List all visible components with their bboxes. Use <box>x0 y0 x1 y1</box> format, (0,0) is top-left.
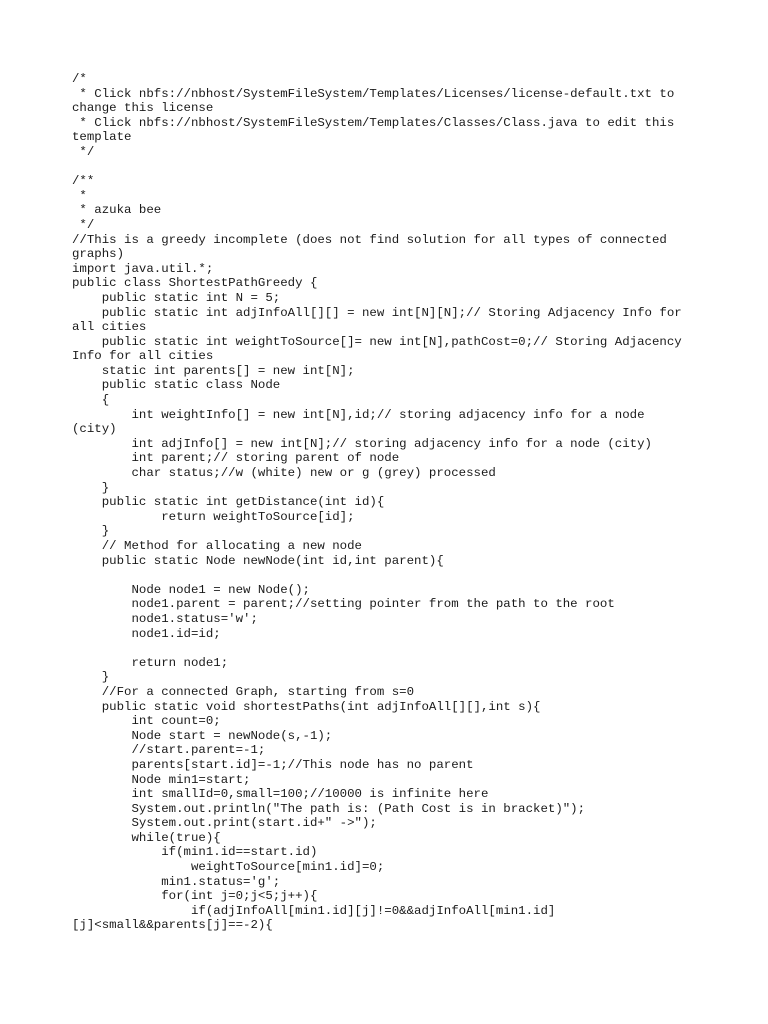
code-block <box>72 72 702 933</box>
code-line: */ <box>72 217 95 232</box>
code-line: char status;//w (white) new or g (grey) processed <box>72 466 496 481</box>
code-line: */ <box>72 144 95 159</box>
code-line: public static Node newNode(int id,int parent){ <box>72 553 444 568</box>
code-line: [j]<small&&parents[j]==-2){ <box>72 918 273 933</box>
code-line: Node node1 = new Node(); <box>72 582 310 597</box>
code-line: node1.status='w'; <box>72 611 258 626</box>
code-line: public static void shortestPaths(int adjInfoAll[][],int s){ <box>72 699 541 714</box>
code-line: public static class Node <box>72 378 281 393</box>
code-line: int parent;// storing parent of node <box>72 451 400 466</box>
code-line: public static int weightToSource[]= new int[N],pathCost=0;// Storing Adjacency <box>72 334 682 349</box>
code-line: System.out.print(start.id+" ->"); <box>72 816 377 831</box>
code-line: node1.parent = parent;//setting pointer from the path to the root <box>72 597 615 612</box>
code-line: /* <box>72 72 87 86</box>
code-line: import java.util.*; <box>72 261 214 276</box>
code-line: System.out.println("The path is: (Path Cost is in bracket)"); <box>72 801 586 816</box>
code-line: int weightInfo[] = new int[N],id;// storing adjacency info for a node <box>72 407 645 422</box>
code-line: /** <box>72 174 95 189</box>
code-line: Node start = newNode(s,-1); <box>72 728 333 743</box>
code-line: parents[start.id]=-1;//This node has no parent <box>72 757 474 772</box>
code-line: public static int getDistance(int id){ <box>72 495 385 510</box>
code-line: } <box>72 524 110 539</box>
code-line: template <box>72 130 132 145</box>
code-line: if(min1.id==start.id) <box>72 845 318 860</box>
code-line: public class ShortestPathGreedy { <box>72 276 318 291</box>
code-line: for(int j=0;j<5;j++){ <box>72 889 318 904</box>
code-line: // Method for allocating a new node <box>72 539 362 553</box>
code-line: * Click nbfs://nbhost/SystemFileSystem/Templates/Licenses/license-default.txt to <box>72 86 675 101</box>
code-line <box>72 641 702 656</box>
code-line: (city) <box>72 422 117 437</box>
code-line: while(true){ <box>72 830 221 845</box>
code-line: * Click nbfs://nbhost/SystemFileSystem/Templates/Classes/Class.java to edit this <box>72 115 675 130</box>
code-line: } <box>72 670 110 685</box>
code-line: return node1; <box>72 655 229 670</box>
code-line: all cities <box>72 320 147 335</box>
code-line: static int parents[] = new int[N]; <box>72 363 355 378</box>
code-line: Info for all cities <box>72 349 214 364</box>
code-line: //start.parent=-1; <box>72 743 266 758</box>
code-line <box>72 160 702 175</box>
code-line: //This is a greedy incomplete (does not find solution for all types of connected <box>72 232 667 247</box>
code-line: Node min1=start; <box>72 772 251 787</box>
code-line: return weightToSource[id]; <box>72 509 355 524</box>
code-line: * azuka bee <box>72 203 162 218</box>
code-line: int smallId=0,small=100;//10000 is infinite here <box>72 787 489 802</box>
code-line: node1.id=id; <box>72 626 221 641</box>
code-line: int count=0; <box>72 714 221 729</box>
code-line: graphs) <box>72 247 125 262</box>
code-line: * <box>72 188 87 203</box>
code-line: min1.status='g'; <box>72 874 281 889</box>
code-line: public static int adjInfoAll[][] = new int[N][N];// Storing Adjacency Info for <box>72 305 682 320</box>
code-line: if(adjInfoAll[min1.id][j]!=0&&adjInfoAll[min1.id] <box>72 903 556 918</box>
code-line: //For a connected Graph, starting from s=0 <box>72 684 415 699</box>
code-line: weightToSource[min1.id]=0; <box>72 860 385 875</box>
code-line: { <box>72 393 110 408</box>
code-line: public static int N = 5; <box>72 290 281 305</box>
code-line: change this license <box>72 101 214 116</box>
code-line: int adjInfo[] = new int[N];// storing adjacency info for a node (city) <box>72 436 652 451</box>
code-line <box>72 568 702 583</box>
code-line: } <box>72 480 110 495</box>
